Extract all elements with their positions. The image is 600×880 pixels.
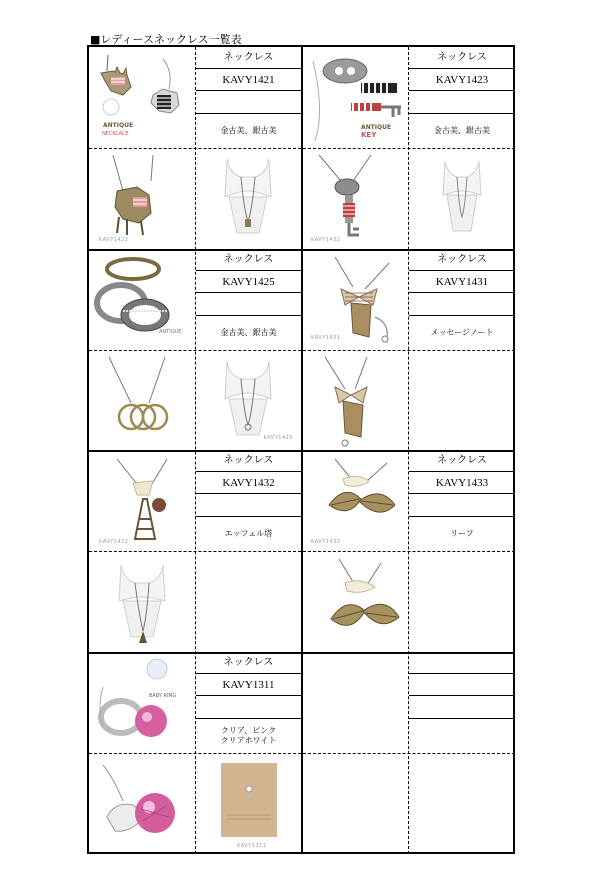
blank-cell	[409, 91, 515, 114]
product-image-crystal-ring	[93, 757, 193, 853]
product-image-card	[197, 757, 299, 853]
product-info	[409, 47, 515, 148]
product-image-leaf-necklace	[305, 455, 405, 549]
product-code: KAVY1432	[196, 472, 301, 494]
image-tag: KAVY1425	[263, 435, 293, 441]
image-tag: KAVY1433	[311, 539, 341, 545]
product-image-leaf-pendant	[305, 555, 407, 651]
color-label: 金古美、銀古美	[220, 328, 277, 337]
product-info	[196, 450, 301, 551]
color-label: エッフェル塔	[224, 529, 273, 538]
product-info	[196, 47, 301, 148]
page-title: ■レディースネックレス一覧表	[90, 33, 242, 46]
product-image-cat-necklace	[93, 51, 191, 145]
product-code: KAVY1311	[196, 674, 301, 696]
blank-cell	[196, 293, 301, 316]
svg-text:ANTIQUE: ANTIQUE	[159, 329, 182, 335]
category-label: ネックレス	[409, 249, 515, 271]
color-line-1: クリア、ピンク	[220, 726, 277, 735]
empty-info	[409, 652, 515, 753]
blank-cell	[196, 494, 301, 517]
svg-text:KEY: KEY	[361, 131, 377, 139]
product-code: KAVY1421	[196, 69, 301, 91]
blank-cell	[409, 293, 515, 316]
category-label: ネックレス	[196, 249, 301, 271]
product-code: KAVY1425	[196, 271, 301, 293]
product-info	[409, 249, 515, 350]
blank-cell	[196, 91, 301, 114]
product-info	[409, 450, 515, 551]
product-info	[196, 652, 301, 753]
product-image-baby-ring	[93, 657, 191, 751]
product-image-cat-pendant	[93, 151, 193, 247]
category-label: ネックレス	[409, 450, 515, 472]
category-label: ネックレス	[196, 450, 301, 472]
product-grid	[87, 45, 515, 854]
category-label: ネックレス	[196, 652, 301, 674]
svg-text:NECKLACE: NECKLACE	[102, 131, 129, 137]
color-label: 金古美、銀古美	[220, 126, 277, 135]
product-image-bust	[197, 353, 299, 449]
image-tag: KAVY1311	[237, 843, 267, 849]
svg-text:ANTIQUE: ANTIQUE	[361, 124, 392, 131]
product-info	[196, 249, 301, 350]
color-label: 金古美、銀古美	[434, 126, 490, 135]
product-image-note-pendant	[305, 353, 405, 449]
image-tag: KAVY1432	[311, 237, 341, 243]
image-tag: KAVY1432	[99, 539, 129, 545]
color-label: メッセージノート	[430, 328, 494, 337]
color-line-2: クリアホワイト	[220, 736, 277, 745]
product-image-note-necklace	[305, 253, 405, 347]
category-label: ネックレス	[196, 47, 301, 69]
svg-text:BABY RING: BABY RING	[149, 693, 177, 699]
product-image-key-necklace	[305, 51, 405, 145]
image-tag: KAVY1431	[311, 335, 341, 341]
product-image-bust	[93, 555, 193, 651]
blank-cell	[409, 494, 515, 517]
product-image-eiffel-necklace	[93, 455, 191, 549]
product-code: KAVY1423	[409, 69, 515, 91]
product-code: KAVY1433	[409, 472, 515, 494]
blank-cell	[196, 696, 301, 719]
category-label: ネックレス	[409, 47, 515, 69]
product-image-bust	[411, 151, 513, 247]
image-tag: KAVY1422	[99, 237, 129, 243]
product-image-rings-pendant	[93, 353, 193, 449]
product-image-bust	[197, 151, 299, 247]
color-label: リーフ	[450, 529, 474, 538]
product-code: KAVY1431	[409, 271, 515, 293]
product-image-rings-necklace	[93, 253, 191, 347]
svg-text:ANTIQUE: ANTIQUE	[103, 122, 134, 129]
color-label	[196, 719, 301, 753]
product-image-key-pendant	[305, 151, 405, 247]
